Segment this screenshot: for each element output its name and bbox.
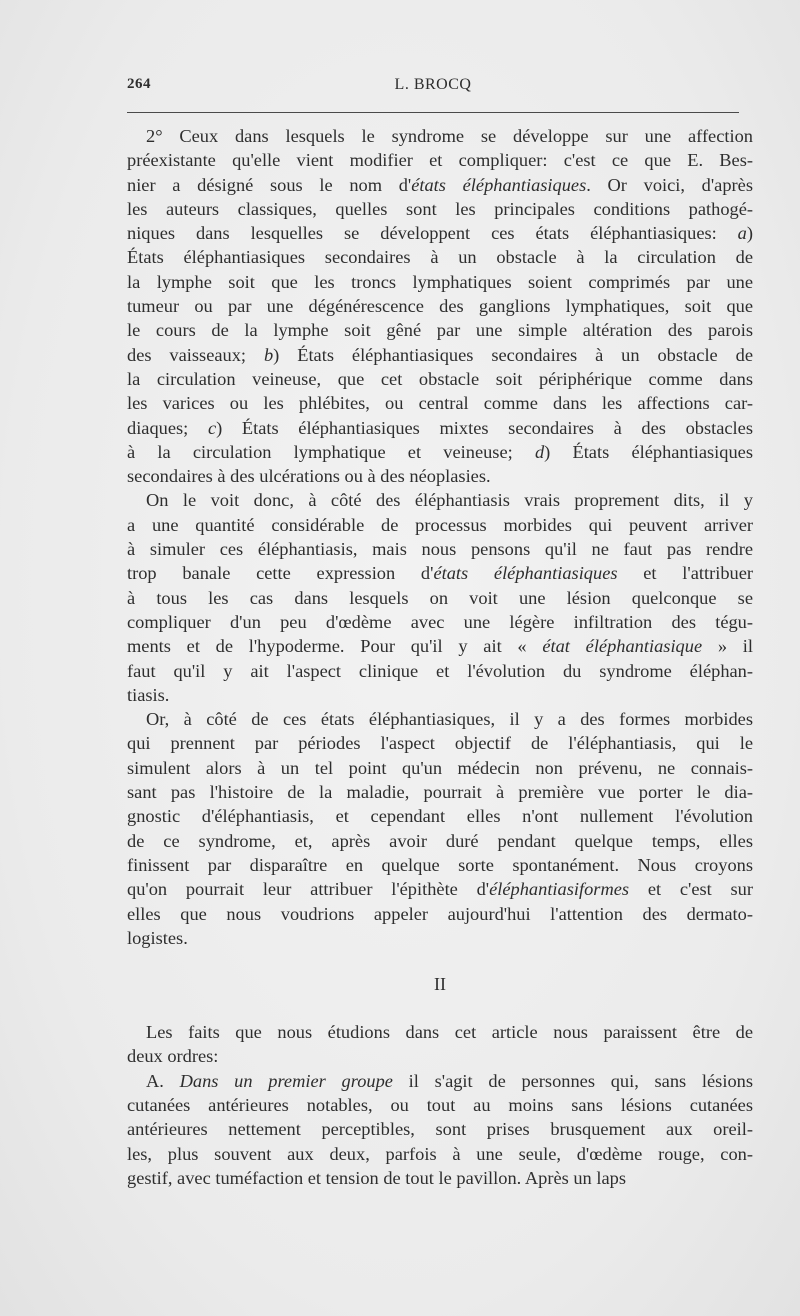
text-line: [127, 513, 753, 537]
text-line: [127, 488, 753, 512]
italic-text: b: [263, 344, 274, 365]
text-run: la lymphe soit que les troncs lymphatiques soient comprimés par une: [127, 271, 753, 292]
text-run: deux ordres:: [127, 1046, 219, 1067]
page-number: 264: [127, 76, 151, 92]
text-line: [127, 1093, 753, 1117]
text-line: [127, 610, 753, 634]
text-run: il s'agit de personnes qui, sans lésions: [392, 1070, 753, 1091]
text-line: [127, 902, 753, 926]
text-line: [127, 853, 753, 877]
paragraphs-after-section: [127, 1020, 753, 1190]
paragraph: [127, 1020, 753, 1069]
text-run: le cours de la lymphe soit gêné par une simple altération des parois: [127, 320, 753, 341]
text-run: tumeur ou par une dégénérescence des ganglions lymphatiques, soit que: [127, 296, 753, 317]
text-run: les auteurs classiques, quelles sont les principales conditions pathogé-: [127, 198, 753, 219]
text-run: secondaires à des ulcérations ou à des néoplasies.: [127, 466, 491, 487]
italic-text: état éléphantiasique: [542, 636, 703, 657]
text-line: [127, 1142, 753, 1166]
text-run: . Or voici, d'après: [586, 174, 753, 195]
text-line: [127, 245, 753, 269]
text-line: [127, 659, 753, 683]
text-run: ): [746, 223, 753, 244]
paragraph: [127, 707, 753, 950]
text-line: [127, 1044, 753, 1068]
text-run: gnostic d'éléphantiasis, et cependant elles n'ont nullement l'évolution: [127, 806, 753, 827]
text-run: ) États éléphantiasiques: [544, 441, 753, 462]
text-run: qui prennent par périodes l'aspect objectif de l'éléphantiasis, qui le: [127, 733, 753, 754]
text-line: [127, 731, 753, 755]
text-run: Les faits que nous étudions dans cet article nous paraissent être de: [146, 1022, 753, 1043]
text-line: [127, 634, 753, 658]
text-run: les varices ou les phlébites, ou central comme dans les affections car-: [127, 393, 753, 414]
text-line: [127, 440, 753, 464]
text-run: niques dans lesquelles se développent ces états éléphantiasiques:: [127, 223, 738, 244]
text-run: logistes.: [127, 927, 188, 948]
text-run: gestif, avec tuméfaction et tension de tout le pavillon. Après un laps: [127, 1167, 626, 1188]
text-line: [127, 683, 753, 707]
text-line: [127, 1020, 753, 1044]
text-run: de ce syndrome, et, après avoir duré pendant quelque temps, elles: [127, 830, 753, 851]
text-run: 2° Ceux dans lesquels le syndrome se développe sur une affection: [146, 126, 753, 146]
italic-text: éléphantiasiformes: [489, 879, 630, 900]
text-line: [127, 367, 753, 391]
header-rule: [127, 112, 739, 113]
text-run: A.: [146, 1070, 180, 1091]
text-run: nier a désigné sous le nom d': [127, 174, 412, 195]
text-line: [127, 561, 753, 585]
italic-text: états éléphantiasiques: [433, 563, 618, 584]
text-run: des vaisseaux;: [127, 344, 264, 365]
text-run: On le voit donc, à côté des éléphantiasis vrais proprement dits, il y: [146, 490, 753, 511]
text-run: et l'attribuer: [617, 563, 753, 584]
body-text: [127, 124, 753, 1190]
text-run: ) États éléphantiasiques secondaires à un obstacle de: [273, 344, 753, 365]
text-run: ments et de l'hypoderme. Pour qu'il y ait «: [127, 636, 543, 657]
text-line: [127, 586, 753, 610]
text-line: [127, 343, 753, 367]
running-head: L. BROCQ: [394, 76, 472, 93]
text-line: [127, 804, 753, 828]
text-run: a une quantité considérable de processus morbides qui peuvent arriver: [127, 514, 753, 535]
text-run: ) États éléphantiasiques mixtes secondaires à des obstacles: [216, 417, 753, 438]
text-line: [127, 318, 753, 342]
text-run: à simuler ces éléphantiasis, mais nous pensons qu'il ne faut pas rendre: [127, 539, 753, 560]
text-run: » il: [702, 636, 753, 657]
text-line: [127, 197, 753, 221]
text-line: [127, 537, 753, 561]
paragraph: [127, 1069, 753, 1190]
text-run: sant pas l'histoire de la maladie, pourrait à première vue porter le dia-: [127, 782, 753, 803]
text-run: États éléphantiasiques secondaires à un obstacle à la circulation de: [127, 247, 753, 268]
text-run: et c'est sur: [629, 879, 753, 900]
text-line: [127, 1069, 753, 1093]
paragraph: [127, 488, 753, 707]
italic-text: d: [534, 441, 545, 462]
text-run: compliquer d'un peu d'œdème avec une légère infiltration des tégu-: [127, 611, 753, 632]
text-run: finissent par disparaître en quelque sorte spontanément. Nous croyons: [127, 854, 753, 875]
text-line: [127, 391, 753, 415]
text-line: [127, 877, 753, 901]
text-line: [127, 1166, 753, 1190]
text-run: cutanées antérieures notables, ou tout au moins sans lésions cutanées: [127, 1094, 753, 1115]
text-run: antérieures nettement perceptibles, sont prises brusquement aux oreil-: [127, 1119, 753, 1140]
text-line: [127, 221, 753, 245]
paragraph: [127, 124, 753, 488]
italic-text: états éléphantiasiques: [411, 174, 587, 195]
italic-text: c: [207, 417, 217, 438]
italic-text: Dans un premier groupe: [179, 1070, 393, 1091]
text-run: à tous les cas dans lesquels on voit une lésion quelconque se: [127, 587, 753, 608]
text-run: à la circulation lymphatique et veineuse;: [127, 441, 535, 462]
text-line: [127, 829, 753, 853]
page-header: [127, 76, 739, 98]
paragraphs-before-section: [127, 124, 753, 950]
text-run: elles que nous voudrions appeler aujourd'hui l'attention des dermato-: [127, 903, 753, 924]
text-line: [127, 294, 753, 318]
text-line: [127, 780, 753, 804]
section-heading: II: [434, 974, 446, 995]
text-line: [127, 926, 753, 950]
text-line: [127, 1117, 753, 1141]
text-line: [127, 124, 753, 148]
text-run: qu'on pourrait leur attribuer l'épithète d': [127, 879, 490, 900]
text-line: [127, 148, 753, 172]
text-line: [127, 756, 753, 780]
text-run: Or, à côté de ces états éléphantiasiques, il y a des formes morbides: [146, 709, 753, 730]
text-run: trop banale cette expression d': [127, 563, 434, 584]
text-run: préexistante qu'elle vient modifier et compliquer: c'est ce que E. Bes-: [127, 150, 753, 171]
text-line: [127, 416, 753, 440]
text-run: les, plus souvent aux deux, parfois à une seule, d'œdème rouge, con-: [127, 1143, 753, 1164]
text-run: simulent alors à un tel point qu'un médecin non prévenu, ne connais-: [127, 757, 753, 778]
text-run: faut qu'il y ait l'aspect clinique et l'évolution du syndrome éléphan-: [127, 660, 753, 681]
text-run: diaques;: [127, 417, 208, 438]
text-run: la circulation veineuse, que cet obstacle soit périphérique comme dans: [127, 368, 753, 389]
italic-text: a: [737, 223, 747, 244]
text-line: [127, 270, 753, 294]
text-line: [127, 173, 753, 197]
text-line: [127, 464, 753, 488]
text-line: [127, 707, 753, 731]
text-run: tiasis.: [127, 684, 170, 705]
